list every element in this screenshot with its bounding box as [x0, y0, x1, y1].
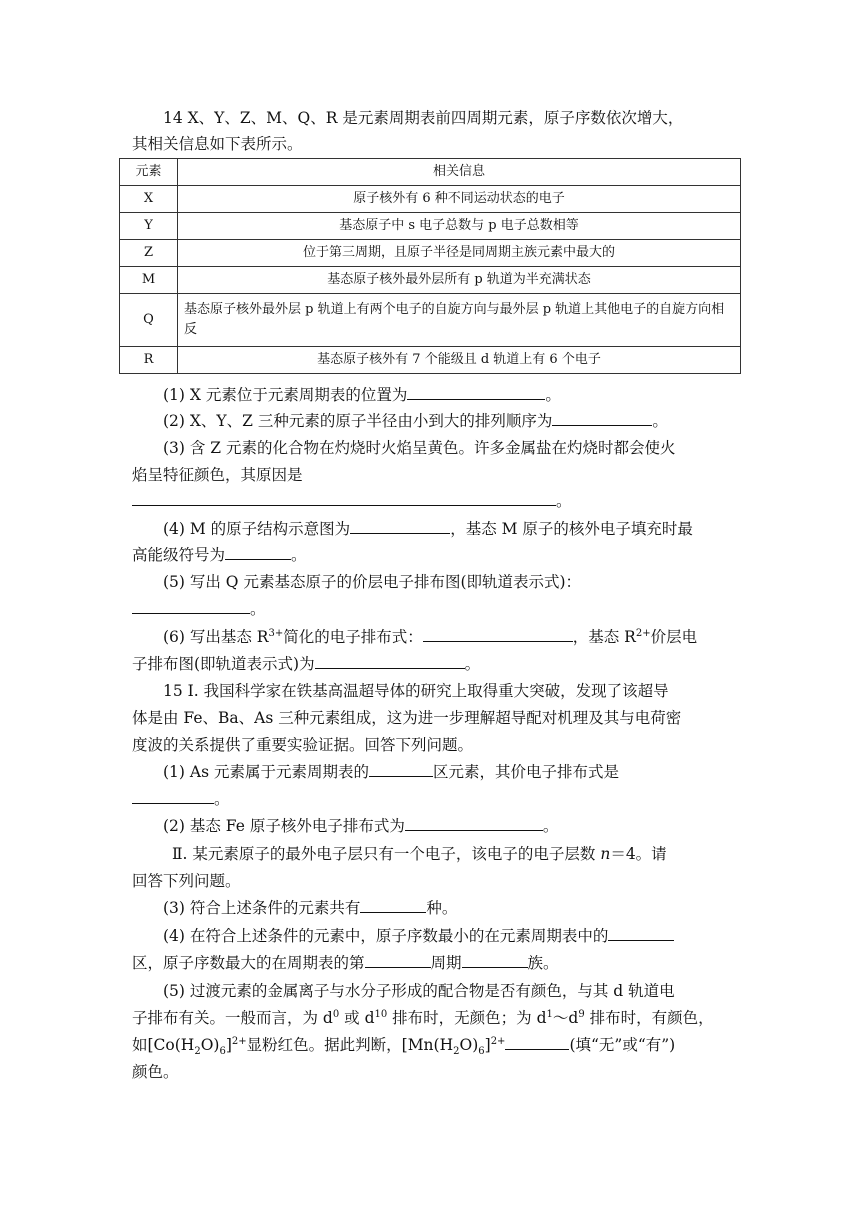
element-symbol-cell: R [120, 347, 178, 374]
q14-part1: (1) X 元素位于元素周期表的位置为 。 [163, 386, 561, 404]
table-row [120, 186, 741, 213]
q15-part5-line1: (5) 过渡元素的金属离子与水分子形成的配合物是否有颜色，与其 d 轨道电 [163, 982, 675, 1000]
answer-blank[interactable] [365, 953, 431, 968]
q14-part5-line2: 。 [132, 599, 744, 619]
table-row [120, 240, 741, 267]
answer-blank[interactable] [608, 926, 674, 941]
table-header-cell: 相关信息 [178, 159, 741, 186]
table-header-cell: 元素 [120, 159, 178, 186]
answer-blank[interactable] [407, 385, 545, 400]
q14-part4-line2: 高能级符号为 。 [132, 546, 307, 564]
q14-intro-line2: 其相关信息如下表所示。 [132, 135, 303, 153]
q15-part1-line1: (1) As 元素属于元素周期表的 区元素，其价电子排布式是 [163, 763, 619, 781]
q15-section1-line1: 15 Ⅰ. 我国科学家在铁基高温超导体的研究上取得重大突破，发现了该超导 [163, 682, 669, 700]
answer-blank[interactable] [225, 545, 291, 560]
answer-blank[interactable] [350, 519, 450, 534]
answer-blank[interactable] [462, 953, 528, 968]
answer-blank[interactable] [369, 762, 433, 777]
q14-intro-line1: 14 X、Y、Z、M、Q、R 是元素周期表前四周期元素，原子序数依次增大， [163, 109, 684, 127]
q14-part4-line1: (4) M 的原子结构示意图为 ，基态 M 原子的核外电子填充时最 [163, 520, 693, 538]
q14-part3-line3: 。 [132, 491, 744, 511]
answer-blank[interactable] [423, 627, 573, 642]
table-row [120, 267, 741, 294]
q15-section1-line2: 体是由 Fe、Ba、As 三种元素组成，这为进一步理解超导配对机理及其与电荷密 [132, 709, 682, 727]
element-symbol-cell: X [120, 186, 178, 213]
element-info-cell: 基态原子核外最外层 p 轨道上有两个电子的自旋方向与最外层 p 轨道上其他电子的自旋方向相反 [178, 294, 741, 347]
q15-part5-line4: 颜色。 [132, 1063, 179, 1081]
element-symbol-cell: Q [120, 294, 178, 347]
element-info-cell: 位于第三周期，且原子半径是同周期主族元素中最大的 [178, 240, 741, 267]
element-info-cell: 基态原子核外最外层所有 p 轨道为半充满状态 [178, 267, 741, 294]
element-info-table [119, 158, 741, 374]
answer-blank[interactable] [315, 654, 465, 669]
table-row [120, 347, 741, 374]
answer-blank[interactable] [552, 411, 652, 426]
q15-part2: (2) 基态 Fe 原子核外电子排布式为 。 [163, 817, 559, 835]
answer-blank[interactable] [132, 789, 214, 804]
q14-part6-line2: 子排布图(即轨道表示式)为 。 [132, 655, 481, 673]
q14-part3-line2: 焰呈特征颜色，其原因是 [132, 466, 303, 484]
q15-section1-line3: 度波的关系提供了重要实验证据。回答下列问题。 [132, 736, 474, 754]
q15-part3: (3) 符合上述条件的元素共有 种。 [163, 899, 458, 917]
q15-part5-line2: 子排布有关。一般而言，为 $d^0$ 或 $d^{10}$ 排布时，无颜色；为 $d^1\sim d^9$ 排布时，有颜色， [132, 1008, 714, 1027]
q15-part4-line1: (4) 在符合上述条件的元素中，原子序数最小的在元素周期表中的 [163, 926, 744, 946]
q15-part1-line2: 。 [132, 789, 744, 809]
q15-section2-line2: 回答下列问题。 [132, 872, 241, 890]
element-info-cell: 基态原子中 s 电子总数与 p 电子总数相等 [178, 213, 741, 240]
q14-part3-line1: (3) 含 Z 元素的化合物在灼烧时火焰呈黄色。许多金属盐在灼烧时都会使火 [163, 439, 676, 457]
element-symbol-cell: Y [120, 213, 178, 240]
q15-part4-line2: 区，原子序数最大的在周期表的第 周期 族。 [132, 954, 559, 972]
table-row [120, 213, 741, 240]
q14-part6-line1: (6) 写出基态 $R^{3+}$简化的电子排布式： ，基态 $R^{2+}$价层电 [163, 627, 698, 646]
answer-blank[interactable] [360, 898, 426, 913]
q15-section2-line1: Ⅱ. 某元素原子的最外电子层只有一个电子，该电子的电子层数 n＝4。请 [172, 845, 667, 863]
answer-blank[interactable] [405, 816, 543, 831]
element-symbol-cell: M [120, 267, 178, 294]
element-symbol-cell: Z [120, 240, 178, 267]
answer-blank[interactable] [132, 599, 250, 614]
q14-part5-line1: (5) 写出 Q 元素基态原子的价层电子排布图(即轨道表示式)： [163, 573, 582, 591]
q15-part5-line3: 如$[Co(H_2O)_6]^{2+}$显粉红色。据此判断，$[Mn(H_2O)_6]^{2+}$ (填“无”或“有”) [132, 1035, 676, 1058]
answer-blank[interactable] [505, 1035, 569, 1050]
table-row [120, 294, 741, 347]
element-info-cell: 基态原子核外有 7 个能级且 d 轨道上有 6 个电子 [178, 347, 741, 374]
answer-blank[interactable] [132, 491, 556, 506]
element-info-cell: 原子核外有 6 种不同运动状态的电子 [178, 186, 741, 213]
table-header-row [120, 159, 741, 186]
q14-part2: (2) X、Y、Z 三种元素的原子半径由小到大的排列顺序为 。 [163, 412, 668, 430]
